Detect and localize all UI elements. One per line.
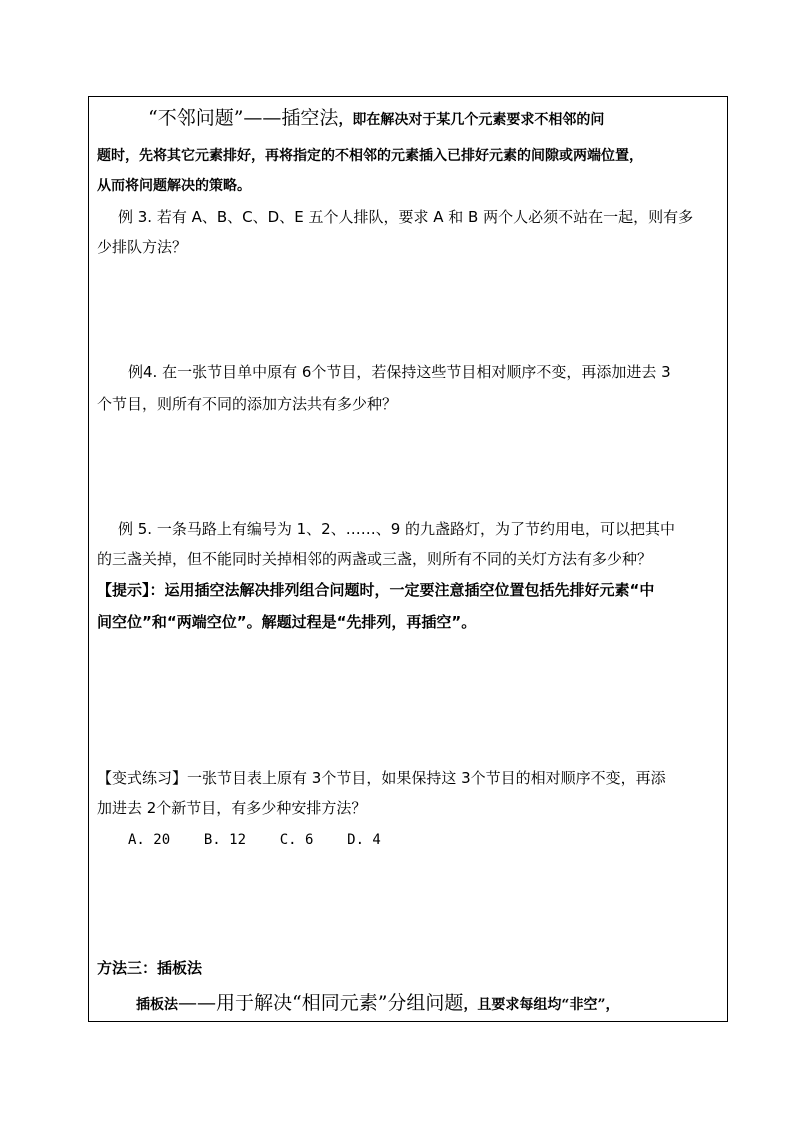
example-3-line-1: 例 3. 若有 A、B、C、D、E 五个人排队，要求 A 和 B 两个人必须不站在一起，则有多 <box>118 208 694 226</box>
hint-line-1: 【提示】：运用插空法解决排列组合问题时，一定要注意插空位置包括先排好元素“中 <box>97 581 655 599</box>
example-4-line-2: 个节目，则所有不同的添加方法共有多少种？ <box>97 395 398 413</box>
example-4-line-1: 例4. 在一张节目单中原有 6个节目，若保持这些节目相对顺序不变，再添加进去 3 <box>128 363 671 381</box>
variant-exercise-line-1: 【变式练习】一张节目表上原有 3个节目，如果保持这 3个节目的相对顺序不变，再添 <box>97 769 666 787</box>
method-3-heading: 方法三：插板法 <box>97 959 203 977</box>
example-5-line-1: 例 5. 一条马路上有编号为 1、2、……、9 的九盏路灯，为了节约用电，可以把其中 <box>118 520 676 538</box>
method-3-line-1 <box>136 993 620 1015</box>
method-3-definition: ——用于解决“相同元素”分组问题 <box>178 992 464 1014</box>
method-3-condition: ，且要求每组均“非空”， <box>463 997 620 1013</box>
example-3-line-2: 少排队方法？ <box>97 238 188 256</box>
intro-line-2: 题时，先将其它元素排好，再将指定的不相邻的元素插入已排好元素的间隙或两端位置， <box>97 148 643 164</box>
hint-line-2: 间空位”和“两端空位”。解题过程是“先排列，再插空”。 <box>97 613 477 631</box>
example-5-line-2: 的三盏关掉，但不能同时关掉相邻的两盏或三盏，则所有不同的关灯方法有多少种？ <box>97 550 653 568</box>
intro-rest-1: ，即在解决对于某几个元素要求不相邻的问 <box>338 112 605 128</box>
variant-options: A. 20 B. 12 C. 6 D. 4 <box>128 832 381 848</box>
variant-exercise-line-2: 加进去 2个新节目，有多少种安排方法？ <box>97 799 367 817</box>
intro-title: “不邻问题”——插空法 <box>148 107 339 129</box>
intro-line-1 <box>148 108 604 130</box>
method-3-term: 插板法 <box>136 997 178 1013</box>
intro-line-3: 从而将问题解决的策略。 <box>97 178 251 194</box>
